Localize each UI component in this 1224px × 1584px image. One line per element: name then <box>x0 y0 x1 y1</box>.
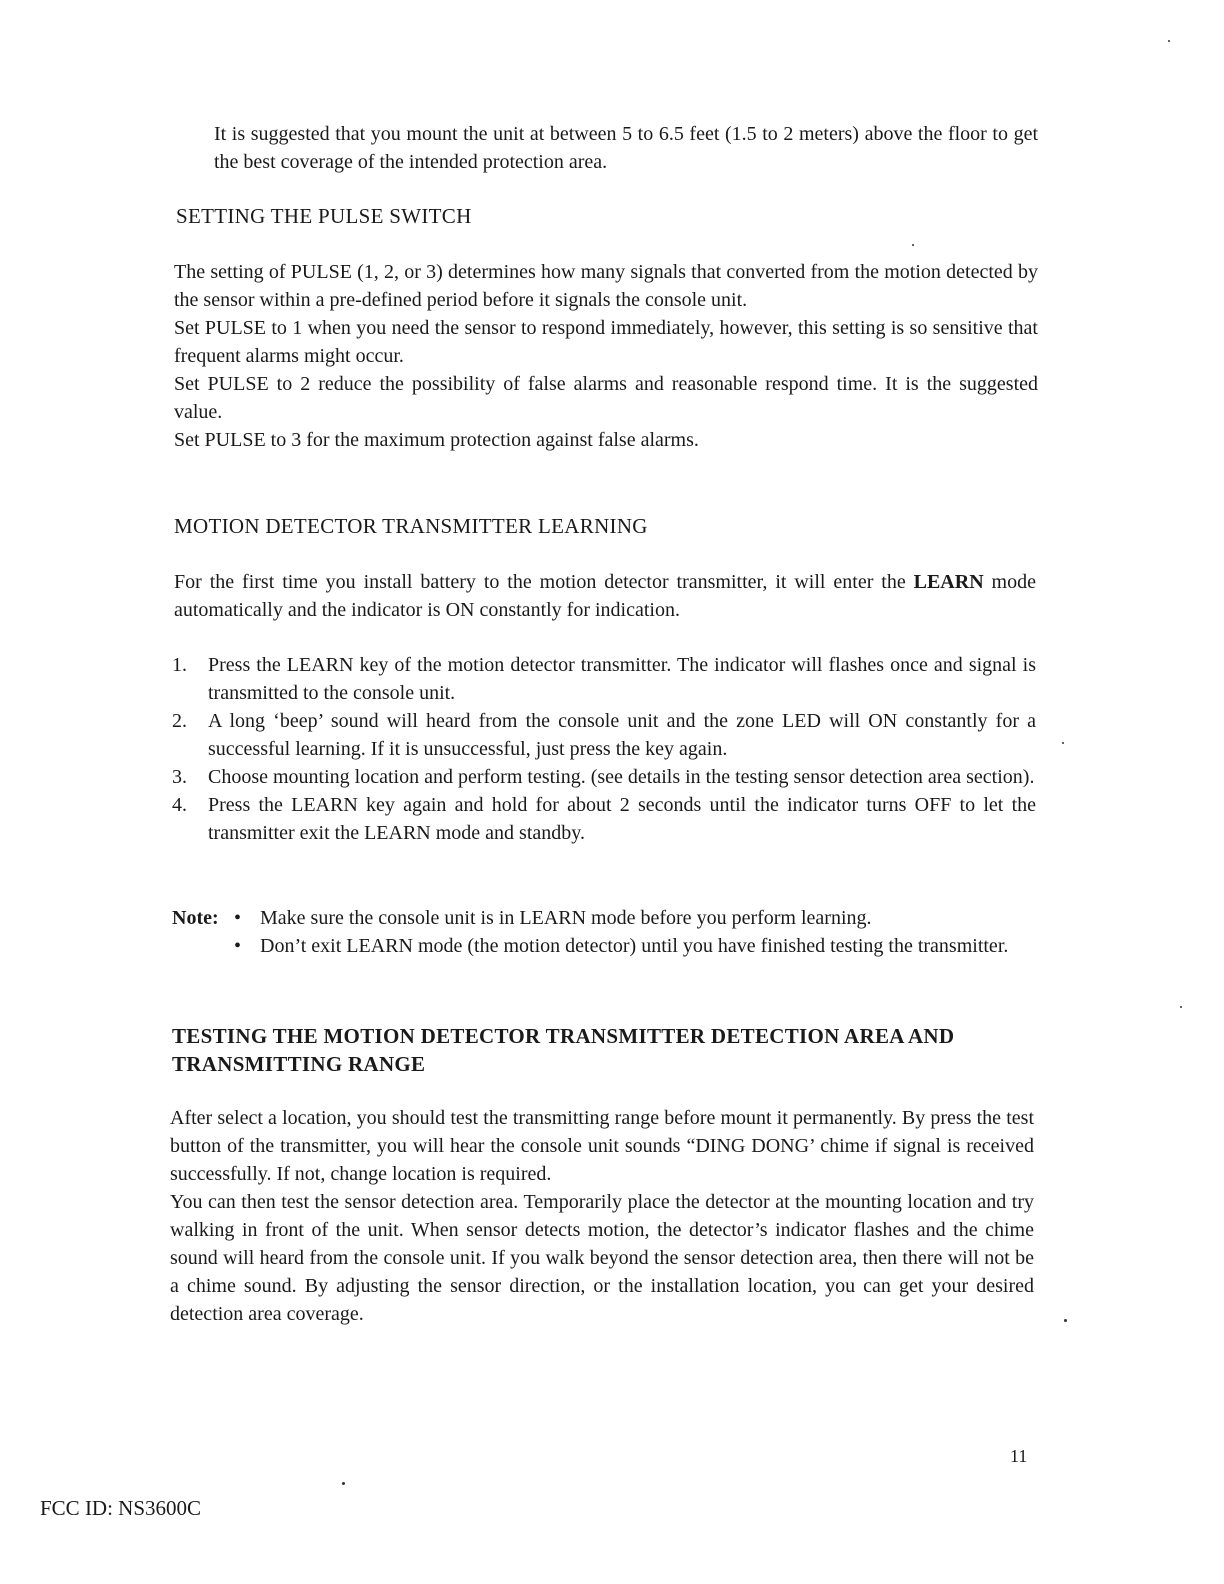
intro-paragraph: It is suggested that you mount the unit at between 5 to 6.5 feet (1.5 to 2 meters) above the floor to get the best coverage of the intended protection area. <box>214 123 1038 173</box>
scan-speck <box>1062 742 1064 744</box>
pulse-paragraph: Set PULSE to 2 reduce the possibility of false alarms and reasonable respond time. It is the suggested value. <box>174 373 1038 423</box>
bullet-icon: • <box>234 907 242 929</box>
note-label: Note: <box>172 907 219 929</box>
step-text: Choose mounting location and perform testing. (see details in the testing sensor detection area section). <box>208 766 1035 788</box>
scan-speck <box>1064 1319 1067 1322</box>
step-number: 2. <box>172 710 187 732</box>
testing-paragraph: After select a location, you should test the transmitting range before mount it permanently. By press the test button of the transmitter, you will hear the console unit sounds “DING DONG’ chime if signal is received successfully. If not, change location is required. <box>170 1107 1034 1185</box>
scan-speck <box>342 1482 345 1485</box>
learning-intro-text: For the first time you install battery to the motion detector transmitter, it will enter the <box>174 571 914 593</box>
testing-heading: TESTING THE MOTION DETECTOR TRANSMITTER DETECTION AREA AND TRANSMITTING RANGE <box>172 1024 955 1076</box>
list-item <box>172 791 1036 847</box>
note-block <box>172 904 1036 960</box>
pulse-paragraph: The setting of PULSE (1, 2, or 3) determines how many signals that converted from the motion detected by the sensor within a pre-defined period before it signals the console unit. <box>174 261 1038 311</box>
fcc-id-label: FCC ID: NS3600C <box>40 1496 202 1520</box>
list-item <box>172 651 1036 707</box>
pulse-switch-heading: SETTING THE PULSE SWITCH <box>176 204 472 228</box>
list-item <box>172 707 1036 763</box>
note-text: Make sure the console unit is in LEARN mode before you perform learning. <box>260 907 872 929</box>
learning-intro-text: mode automatically and the indicator is ON constantly for indication. <box>174 571 1036 621</box>
scan-speck <box>1168 40 1170 42</box>
learning-steps-list <box>172 651 1036 847</box>
note-item <box>172 904 1036 932</box>
scan-speck <box>912 244 914 246</box>
step-number: 4. <box>172 794 187 816</box>
note-text: Don’t exit LEARN mode (the motion detector) until you have finished testing the transmitter. <box>260 935 1009 957</box>
step-text: Press the LEARN key again and hold for about 2 seconds until the indicator turns OFF to let the transmitter exit the LEARN mode and standby. <box>208 794 1036 844</box>
scan-speck <box>1180 1006 1182 1008</box>
list-item <box>172 763 1036 791</box>
step-number: 1. <box>172 654 187 676</box>
step-text: Press the LEARN key of the motion detector transmitter. The indicator will flashes once and signal is transmitted to the console unit. <box>208 654 1036 704</box>
pulse-paragraph: Set PULSE to 3 for the maximum protection against false alarms. <box>174 429 699 451</box>
page-number: 11 <box>1010 1446 1028 1466</box>
step-number: 3. <box>172 766 187 788</box>
note-item <box>172 932 1036 960</box>
testing-body <box>170 1104 1034 1328</box>
pulse-paragraph: Set PULSE to 1 when you need the sensor to respond immediately, however, this setting is so sensitive that frequent alarms might occur. <box>174 317 1038 367</box>
step-text: A long ‘beep’ sound will heard from the console unit and the zone LED will ON constantly for a successful learning. If it is unsuccessful, just press the key again. <box>208 710 1036 760</box>
learning-intro <box>174 568 1036 624</box>
bullet-icon: • <box>234 935 242 957</box>
learning-heading: MOTION DETECTOR TRANSMITTER LEARNING <box>174 514 648 538</box>
pulse-switch-body <box>174 258 1038 454</box>
testing-paragraph: You can then test the sensor detection area. Temporarily place the detector at the mounting location and try walking in front of the unit. When sensor detects motion, the detector’s indicator flashes and the chime sound will heard from the console unit. If you walk beyond the sensor detection area, then there will not be a chime sound. By adjusting the sensor direction, or the installation location, you can get your desired detection area coverage. <box>170 1191 1034 1325</box>
learn-mode-label: LEARN <box>913 571 984 593</box>
